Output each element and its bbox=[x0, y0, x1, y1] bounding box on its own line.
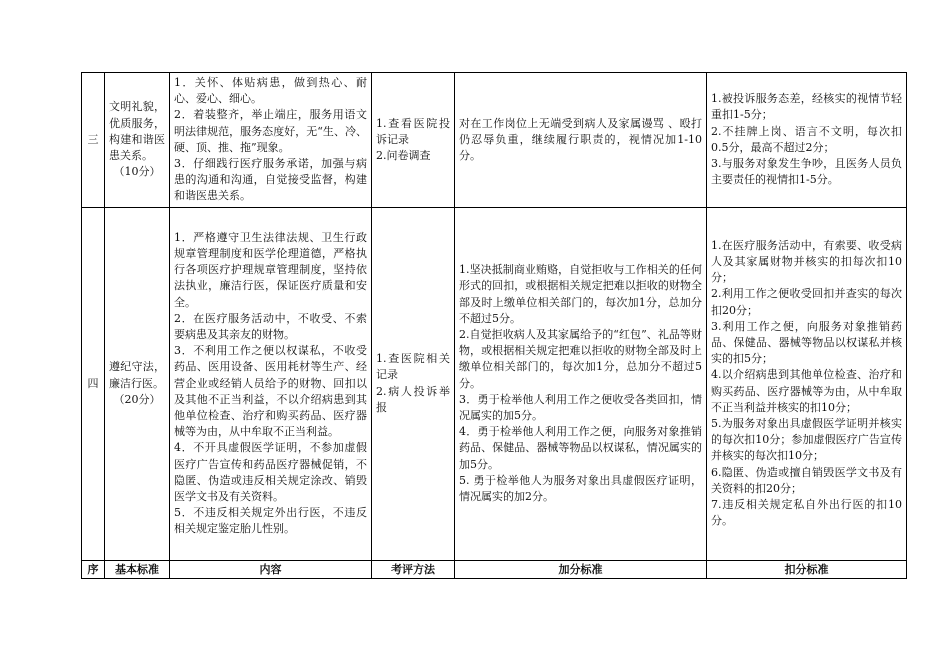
bonus-item: 4．勇于检举他人利用工作之便，向服务对象推销药品、保健品、器械等物品以权谋私，情况属实的加5分。 bbox=[459, 425, 702, 471]
content-item: 2．在医疗服务活动中，不收受、不索要病患及其亲友的财物。 bbox=[174, 311, 367, 341]
deduction-item: 3.与服务对象发生争吵，且医务人员负主要责任的视情扣1-5分。 bbox=[711, 157, 902, 187]
deduction-cell bbox=[707, 207, 907, 560]
standard-text: 遵纪守法，廉洁行医。 bbox=[109, 360, 165, 390]
deduction-item: 1.在医疗服务活动中，有索要、收受病人及其家属财物并核实的扣每次扣10分； bbox=[711, 238, 902, 285]
bonus-cell bbox=[455, 207, 707, 560]
header-bonus: 加分标准 bbox=[455, 560, 707, 578]
table-row-3 bbox=[82, 73, 907, 208]
seq-cell bbox=[82, 73, 105, 208]
bonus-item: 5. 勇于检举他人为服务对象出具虚假医疗证明，情况属实的加2分。 bbox=[459, 473, 702, 503]
deduction-item: 5.为服务对象出具虚假医学证明并核实的每次扣10分；参加虚假医疗广告宣传并核实的每次扣10分； bbox=[711, 417, 902, 463]
content-item: 1．关怀、体贴病患，做到热心、耐心、爱心、细心。 bbox=[174, 76, 367, 106]
content-item: 5．不违反相关规定外出行医，不违反相关规定鉴定胎儿性别。 bbox=[174, 506, 367, 536]
bonus-item: 3．勇于检举他人利用工作之便收受各类回扣，情况属实的加5分。 bbox=[459, 392, 702, 422]
evaluation-table bbox=[81, 72, 907, 579]
deduction-cell bbox=[707, 73, 907, 208]
header-seq: 序 bbox=[82, 560, 105, 578]
standard-score: （20分） bbox=[113, 392, 161, 406]
header-standard: 基本标准 bbox=[105, 560, 170, 578]
bonus-item: 对在工作岗位上无端受到病人及家属谩骂 、殴打仍忍辱负重，继续履行职责的，视情况加1-10分。 bbox=[459, 116, 702, 162]
method-item: 1.查看医院投诉记录 bbox=[376, 116, 450, 146]
method-item: 1.查医院相关记录 bbox=[376, 352, 450, 382]
content-cell bbox=[170, 207, 372, 560]
method-item: 2.问卷调查 bbox=[376, 148, 431, 162]
content-item: 2．着装整齐，举止端庄，服务用语文明法律规范，服务态度好，无“生、冷、硬、顶、推、拖”现象。 bbox=[174, 108, 367, 154]
bonus-cell bbox=[455, 73, 707, 208]
bonus-item: 2.自觉拒收病人及其家属给予的“红包”、礼品等财物，或根据相关规定把难以拒收的财物全部及时上缴单位相关部门的，每次加1分，总加分不超过5分。 bbox=[459, 327, 702, 390]
header-method: 考评方法 bbox=[372, 560, 455, 578]
content-item: 3．仔细践行医疗服务承诺，加强与病患的沟通和沟通，自觉接受监督，构建和谐医患关系。 bbox=[174, 157, 367, 203]
seq-number: 三 bbox=[87, 132, 99, 146]
content-item: 4．不开具虚假医学证明，不参加虚假医疗广告宣传和药品医疗器械促销，不隐匿、伪造或违反相关规定涂改、销毁医学文书及有关资料。 bbox=[174, 441, 367, 503]
seq-cell bbox=[82, 207, 105, 560]
seq-number: 四 bbox=[87, 376, 99, 390]
deduction-item: 3.利用工作之便，向服务对象推销药品、保健品、器械等物品以权谋私并核实的扣5分； bbox=[711, 319, 902, 366]
deduction-item: 7.违反相关规定私自外出行医的扣10分。 bbox=[711, 498, 902, 528]
deduction-item: 4.以介绍病患到其他单位检查、治疗和购买药品、医疗器械等为由，从中牟取不正当利益并核实的扣10分； bbox=[711, 368, 902, 414]
bonus-item: 1.坚决抵制商业贿赂，自觉拒收与工作相关的任何形式的回扣，或根据相关规定把难以拒收的财物全部及时上缴单位相关部门的，每次加1分，总加分不超过5分。 bbox=[459, 263, 702, 325]
deduction-item: 6.隐匿、伪造或擅自销毁医学文书及有关资料的扣20分； bbox=[711, 465, 902, 495]
standard-cell bbox=[105, 207, 170, 560]
deduction-item: 2.不挂牌上岗、语言不文明，每次扣0.5分，最高不超过2分； bbox=[711, 124, 902, 154]
method-item: 2.病人投诉举报 bbox=[376, 384, 450, 414]
table-row-4 bbox=[82, 207, 907, 560]
deduction-item: 2.利用工作之便收受回扣并查实的每次扣20分； bbox=[711, 287, 902, 317]
standard-score: （10分） bbox=[113, 165, 161, 179]
method-cell bbox=[372, 73, 455, 208]
deduction-item: 1.被投诉服务态差，经核实的视情节轻重扣1-5分； bbox=[711, 92, 902, 122]
header-deduction: 扣分标准 bbox=[707, 560, 907, 578]
header-content: 内容 bbox=[170, 560, 372, 578]
table-header-row bbox=[82, 560, 907, 578]
content-item: 1．严格遵守卫生法律法规、卫生行政规章管理制度和医学伦理道德，严格执行各项医疗护理规章管理制度，坚持依法执业，廉洁行医，保证医疗质量和安全。 bbox=[174, 230, 367, 309]
standard-cell bbox=[105, 73, 170, 208]
method-cell bbox=[372, 207, 455, 560]
content-item: 3．不利用工作之便以权谋私，不收受药品、医用设备、医用耗材等生产、经营企业或经销人员给予的财物、回扣以及其他不正当利益，不以介绍病患到其他单位检查、治疗和购买药品、医疗器械等为由，从中牟取不正当利益。 bbox=[174, 344, 367, 439]
standard-text: 文明礼貌，优质服务，构建和谐医患关系。 bbox=[109, 100, 165, 162]
content-cell bbox=[170, 73, 372, 208]
